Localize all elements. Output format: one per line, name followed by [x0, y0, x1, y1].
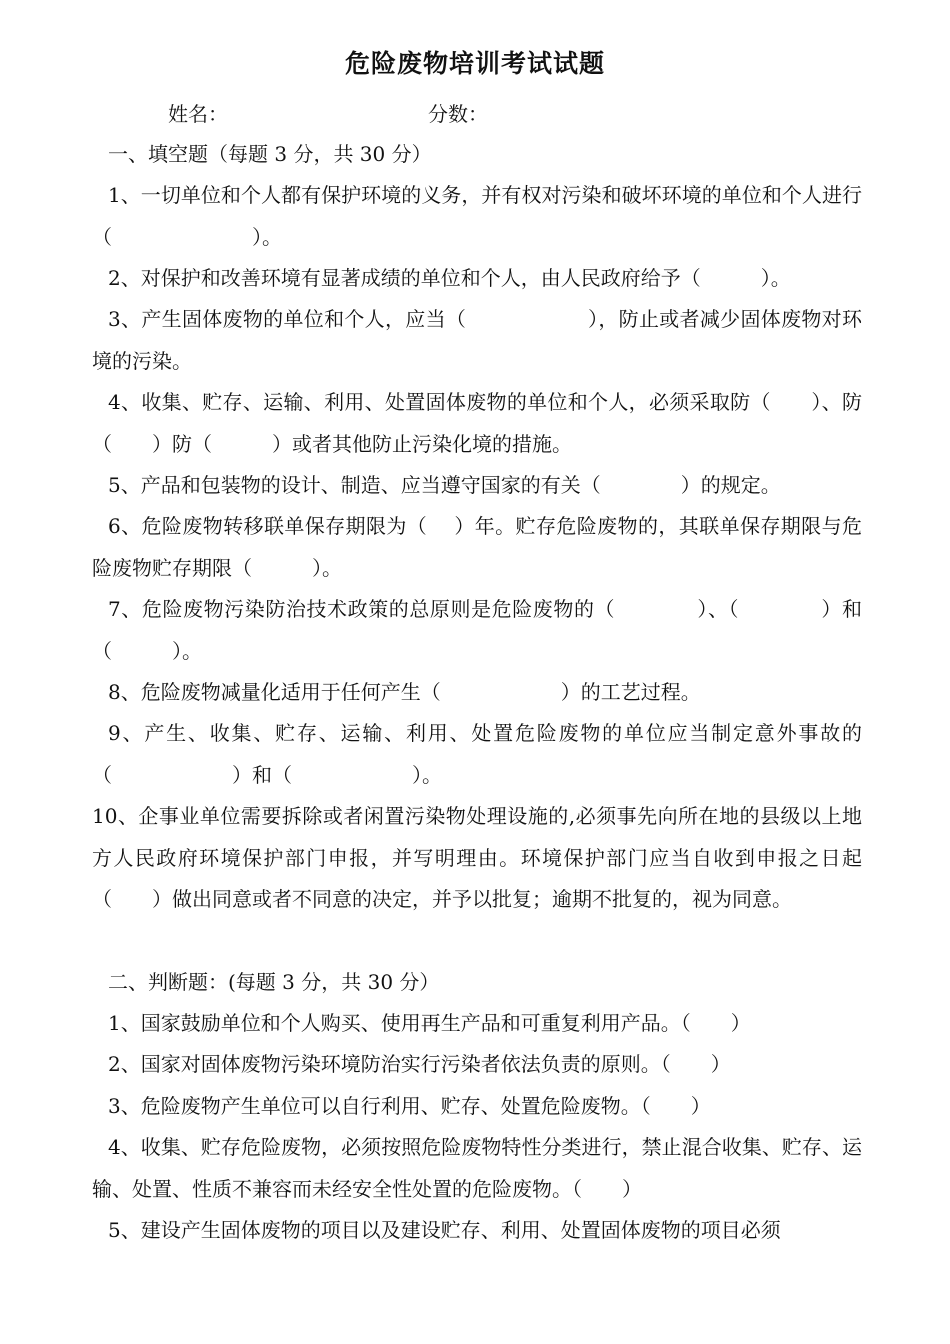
name-label: 姓名：	[168, 102, 228, 126]
question-judge-3: 3、危险废物产生单位可以自行利用、贮存、处置危险废物。（ ）	[108, 1094, 711, 1118]
question-fill-2: 2、对保护和改善环境有显著成绩的单位和个人，由人民政府给予（ ）。	[108, 266, 791, 290]
question-fill-1: 1、一切单位和个人都有保护环境的义务，并有权对污染和破坏环境的单位和个人进行（ ）。	[92, 183, 862, 249]
question-fill-7: 7、危险废物污染防治技术政策的总原则是危险废物的（ ）、（ ）和（ ）。	[92, 597, 862, 663]
question-fill-6: 6、危险废物转移联单保存期限为（ ）年。贮存危险废物的，其联单保存期限与危险废物贮存期限（ ）。	[92, 514, 862, 580]
question-fill-10: 10、企事业单位需要拆除或者闲置污染物处理设施的,必须事先向所在地的县级以上地方人民政府环境保护部门申报，并写明理由。环境保护部门应当自收到申报之日起（ ）做出同意或者不同意的决定，并予以批复；逾期不批复的，视为同意。	[92, 804, 862, 911]
section-heading-true-false: 二、判断题：(每题 3 分，共 30 分）	[108, 970, 440, 994]
question-judge-2: 2、国家对固体废物污染环境防治实行污染者依法负责的原则。（ ）	[108, 1052, 731, 1076]
question-fill-4: 4、收集、贮存、运输、利用、处置固体废物的单位和个人，必须采取防（ ）、防（ ）防（ ）或者其他防止污染化境的措施。	[92, 390, 862, 456]
question-fill-5: 5、产品和包装物的设计、制造、应当遵守国家的有关（ ）的规定。	[108, 473, 781, 497]
question-judge-1: 1、国家鼓励单位和个人购买、使用再生产品和可重复利用产品。（ ）	[108, 1011, 751, 1035]
section-heading-fill-in: 一、填空题（每题 3 分，共 30 分）	[108, 142, 432, 166]
question-fill-9: 9、产生、收集、贮存、运输、利用、处置危险废物的单位应当制定意外事故的（ ）和（ ）。	[92, 721, 862, 787]
page-title: 危险废物培训考试试题	[344, 49, 605, 78]
question-judge-4: 4、收集、贮存危险废物，必须按照危险废物特性分类进行，禁止混合收集、贮存、运输、处置、性质不兼容而未经安全性处置的危险废物。（ ）	[92, 1135, 862, 1201]
question-judge-5: 5、建设产生固体废物的项目以及建设贮存、利用、处置固体废物的项目必须	[108, 1218, 781, 1242]
score-label: 分数：	[428, 102, 488, 126]
question-fill-8: 8、危险废物减量化适用于任何产生（ ）的工艺过程。	[108, 680, 701, 704]
question-fill-3: 3、产生固体废物的单位和个人，应当（ ），防止或者减少固体废物对环境的污染。	[92, 307, 862, 373]
